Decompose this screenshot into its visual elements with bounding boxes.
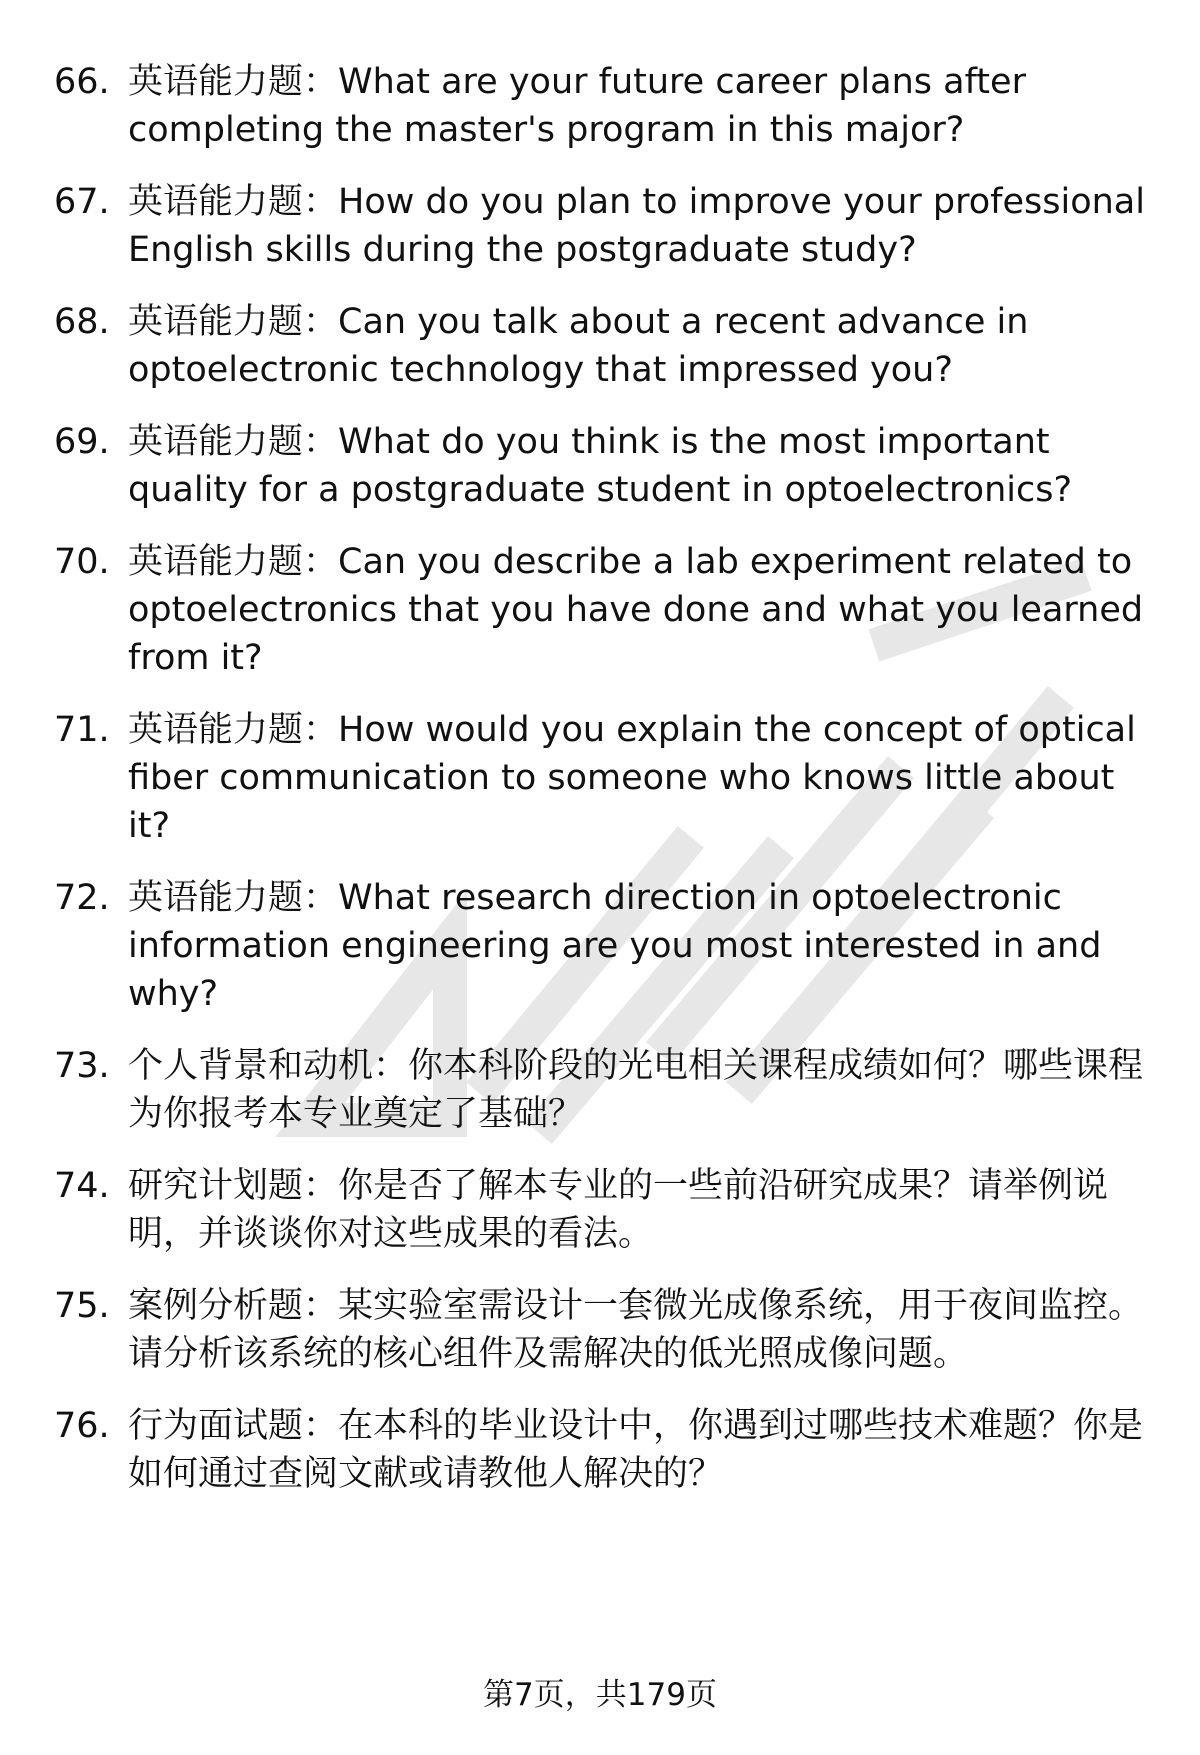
question-number: 68.	[54, 302, 110, 342]
question-item	[54, 298, 1164, 394]
question-item	[54, 874, 1164, 1018]
question-item	[54, 1162, 1164, 1258]
question-item	[54, 1402, 1164, 1498]
question-item	[54, 1282, 1164, 1378]
question-number: 69.	[54, 422, 110, 462]
question-text: 英语能力题：How would you explain the concept of optical fiber communication to someone who knows little about it?	[128, 710, 1136, 846]
question-text: 英语能力题：Can you describe a lab experiment related to optoelectronics that you have done and what you learned from it?	[128, 542, 1144, 678]
question-number: 72.	[54, 878, 110, 918]
question-text: 研究计划题：你是否了解本专业的一些前沿研究成果？请举例说明，并谈谈你对这些成果的看法。	[128, 1166, 1109, 1254]
question-text: 英语能力题：What do you think is the most important quality for a postgraduate student in optoelectronics?	[128, 422, 1073, 510]
question-number: 73.	[54, 1046, 110, 1086]
question-number: 71.	[54, 710, 110, 750]
question-item	[54, 418, 1164, 514]
question-text: 英语能力题：How do you plan to improve your professional English skills during the postgraduate study?	[128, 182, 1145, 270]
question-text: 案例分析题：某实验室需设计一套微光成像系统，用于夜间监控。请分析该系统的核心组件及需解决的低光照成像问题。	[128, 1286, 1144, 1374]
question-item	[54, 706, 1164, 850]
question-text: 个人背景和动机：你本科阶段的光电相关课程成绩如何？哪些课程为你报考本专业奠定了基础？	[128, 1046, 1144, 1134]
question-item	[54, 1042, 1164, 1138]
question-text: 英语能力题：Can you talk about a recent advance in optoelectronic technology that impressed you?	[128, 302, 1029, 390]
question-text: 行为面试题：在本科的毕业设计中，你遇到过哪些技术难题？你是如何通过查阅文献或请教他人解决的？	[128, 1406, 1144, 1494]
page-footer: 第7页，共179页	[483, 1677, 717, 1713]
question-list	[54, 58, 1164, 1522]
question-item	[54, 178, 1164, 274]
question-number: 75.	[54, 1286, 110, 1326]
question-item	[54, 538, 1164, 682]
question-text: 英语能力题：What are your future career plans after completing the master's program in this major?	[128, 62, 1026, 150]
question-text: 英语能力题：What research direction in optoelectronic information engineering are you most interested in and why?	[128, 878, 1102, 1014]
question-number: 74.	[54, 1166, 110, 1206]
question-number: 76.	[54, 1406, 110, 1446]
question-number: 70.	[54, 542, 110, 582]
question-item	[54, 58, 1164, 154]
question-number: 66.	[54, 62, 110, 102]
question-number: 67.	[54, 182, 110, 222]
